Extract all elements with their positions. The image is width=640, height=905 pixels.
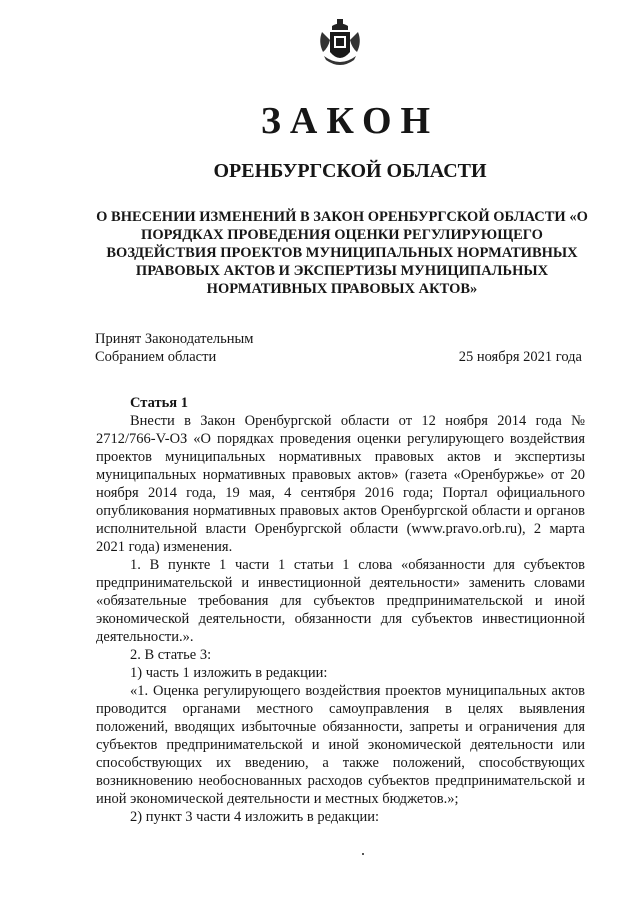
adoption-info (95, 330, 253, 366)
region-title: ОРЕНБУРГСКОЙ ОБЛАСТИ (213, 160, 487, 182)
paragraph: Внести в Закон Оренбургской области от 12 ноября 2014 года № 2712/766-V-ОЗ «О порядках проведения оценки регулирующего воздействия проектов муниципальных нормативных правовых актов и экспертизы муниципальных нормативных правовых актов» (газета «Оренбуржье» от 20 ноября 2014 года, 19 мая, 4 сентября 2016 года; Портал официального опубликования нормативных правовых актов Оренбургской области и органов исполнительной власти Оренбургской области (www.pravo.orb.ru), 2 марта 2021 года) изменения. (96, 413, 585, 555)
law-title: ЗАКОН (260, 100, 440, 142)
paragraph: 1. В пункте 1 части 1 статьи 1 слова «обязанности для субъектов предпринимательской и инвестиционной деятельности» заменить словами «обязательные требования для субъектов предпринимательской и иной экономической деятельности, обязанности для субъектов инвестиционной деятельности.». (96, 557, 585, 645)
paragraph: «1. Оценка регулирующего воздействия проектов муниципальных актов проводится органами местного самоуправления в целях выявления положений, вводящих избыточные обязанности, запреты и ограничения для субъектов предпринимательской и иной экономической деятельности или способствующих их введению, а также положений, способствующих возникновению необоснованных расходов субъектов предпринимательской и иной экономической деятельности и местных бюджетов.»; (96, 683, 585, 807)
paragraph: 2. В статье 3: (130, 647, 212, 663)
article-body (96, 412, 585, 826)
adoption-line-1: Принят Законодательным (95, 331, 254, 347)
article-heading: Статья 1 (130, 395, 188, 411)
scan-speck (362, 853, 364, 855)
adoption-date: 25 ноября 2021 года (458, 349, 582, 365)
subject-title: О ВНЕСЕНИИ ИЗМЕНЕНИЙ В ЗАКОН ОРЕНБУРГСКОЙ ОБЛАСТИ «О ПОРЯДКАХ ПРОВЕДЕНИЯ ОЦЕНКИ РЕГУЛИРУЮЩЕГО ВОЗДЕЙСТВИЯ ПРОЕКТОВ МУНИЦИПАЛЬНЫХ НОРМАТИВНЫХ ПРАВОВЫХ АКТОВ И ЭКСПЕРТИЗЫ МУНИЦИПАЛЬНЫХ НОРМАТИВНЫХ ПРАВОВЫХ АКТОВ» (96, 209, 588, 297)
paragraph: 1) часть 1 изложить в редакции: (130, 665, 328, 681)
adoption-line-2: Собранием области (95, 349, 217, 365)
coat-of-arms-icon (318, 18, 362, 68)
paragraph: 2) пункт 3 части 4 изложить в редакции: (130, 809, 380, 825)
